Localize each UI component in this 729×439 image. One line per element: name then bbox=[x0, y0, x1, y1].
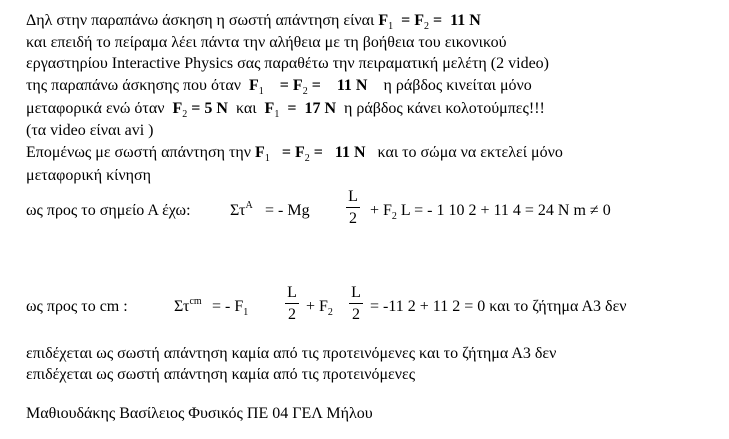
text-line-4 bbox=[26, 77, 532, 97]
tau-sup: cm bbox=[189, 296, 202, 307]
frac1-num: L bbox=[287, 284, 297, 301]
frac1-bar bbox=[285, 303, 299, 304]
equals: = bbox=[279, 77, 289, 94]
force-value: 11 N bbox=[334, 144, 366, 161]
text-line-1 bbox=[26, 12, 481, 32]
sub-2: 2 bbox=[302, 86, 308, 97]
force-value: 5 N bbox=[204, 100, 228, 117]
equals: = bbox=[191, 100, 201, 117]
tau-symbol: Στ bbox=[230, 202, 246, 219]
force-value: 11 N bbox=[336, 77, 368, 94]
text-line-5 bbox=[26, 100, 545, 120]
force-f1: F bbox=[264, 100, 275, 117]
tau-sup: A bbox=[245, 200, 253, 211]
line7-pre: Επομένως με σωστή απάντηση την bbox=[26, 144, 252, 161]
eq-a-result: L = - 1 10 2 + 11 4 = 24 N m ≠ 0 bbox=[400, 202, 611, 219]
sub-1: 1 bbox=[258, 86, 264, 97]
text-line-6: (τα video είναι avi ) bbox=[26, 122, 154, 139]
line4-post: η ράβδος κινείται μόνο bbox=[383, 77, 532, 94]
text-line-9: επιδέχεται ως σωστή απάντηση καμία από τις προτεινόμενες και το ζήτημα Α3 δεν bbox=[26, 345, 557, 362]
frac2-num: L bbox=[351, 284, 361, 301]
line7-post: και το σώμα να εκτελεί μόνο bbox=[377, 144, 563, 161]
signature: Μαθιουδάκης Βασίλειος Φυσικός ΠΕ 04 ΓΕΛ Μήλου bbox=[26, 405, 373, 422]
force-f2: F bbox=[172, 100, 183, 117]
line4-pre: της παραπάνω άσκησης που όταν bbox=[26, 77, 241, 94]
eq-cm-rhs1 bbox=[212, 298, 248, 318]
frac2-den: 2 bbox=[352, 306, 360, 323]
frac-bar bbox=[346, 207, 360, 208]
text-line-10: επιδέχεται ως σωστή απάντηση καμία από τις προτεινόμενες bbox=[26, 366, 416, 383]
sub-2: 2 bbox=[391, 211, 397, 222]
equals-2: = bbox=[313, 144, 323, 161]
tau-symbol: Στ bbox=[174, 298, 190, 315]
force-value-2: 17 N bbox=[304, 100, 337, 117]
line1-text: Δηλ στην παραπάνω άσκηση η σωστή απάντηση είναι bbox=[26, 12, 375, 29]
force-f1: F bbox=[249, 77, 259, 94]
force-f2: F bbox=[294, 144, 305, 161]
eq-a-rhs2 bbox=[370, 202, 611, 222]
sub-1: 1 bbox=[388, 21, 394, 32]
sub-2: 2 bbox=[424, 21, 429, 32]
equals-2: = bbox=[287, 100, 297, 117]
eq-cm-prefix: ως προς το cm : bbox=[26, 298, 128, 315]
eq-a-tau bbox=[230, 202, 253, 222]
sub-2: 2 bbox=[304, 153, 310, 164]
line5-post: η ράβδος κάνει κολοτούμπες!!! bbox=[344, 100, 545, 117]
text-line-8: μεταφορική κίνηση bbox=[26, 167, 152, 184]
plus-f: + F bbox=[370, 202, 392, 219]
equals: = bbox=[281, 144, 291, 161]
text-line-3: εργαστηρίου Interactive Physics σας παραθέτω την πειραματική μελέτη (2 video) bbox=[26, 55, 549, 72]
eq-a-prefix: ως προς το σημείο Α έχω: bbox=[26, 202, 191, 219]
minus-f: = - F bbox=[212, 298, 244, 315]
equals-2: = bbox=[311, 77, 321, 94]
frac-num: L bbox=[348, 188, 358, 205]
sub-2: 2 bbox=[327, 307, 333, 318]
text-line-2: και επειδή το πείραμα λέει πάντα την αλήθεια με τη βοήθεια του εικονικού bbox=[26, 34, 507, 51]
force-f1: F bbox=[255, 144, 265, 161]
text-line-7 bbox=[26, 144, 563, 164]
force-f2: F bbox=[414, 12, 424, 29]
frac1-den: 2 bbox=[288, 306, 296, 323]
force-f1: F bbox=[378, 12, 389, 29]
eq-a-rhs1: = - Mg bbox=[265, 202, 310, 219]
frac-den: 2 bbox=[349, 210, 357, 227]
line5-mid: και bbox=[235, 100, 257, 117]
equals-2: = bbox=[433, 12, 443, 29]
eq-cm-result: = -11 2 + 11 2 = 0 και το ζήτημα Α3 δεν bbox=[370, 298, 627, 315]
sub-1: 1 bbox=[243, 307, 249, 318]
sub-1: 1 bbox=[264, 153, 270, 164]
eq-cm-plus bbox=[306, 298, 333, 318]
eq-cm-tau bbox=[174, 298, 202, 318]
force-f2: F bbox=[292, 77, 303, 94]
sub-2: 2 bbox=[182, 109, 188, 120]
plus-f: + F bbox=[306, 298, 328, 315]
force-value: 11 N bbox=[450, 12, 481, 29]
frac2-bar bbox=[349, 303, 363, 304]
sub-1: 1 bbox=[274, 109, 280, 120]
equals: = bbox=[401, 12, 411, 29]
line5-pre: μεταφορικά ενώ όταν bbox=[26, 100, 165, 117]
